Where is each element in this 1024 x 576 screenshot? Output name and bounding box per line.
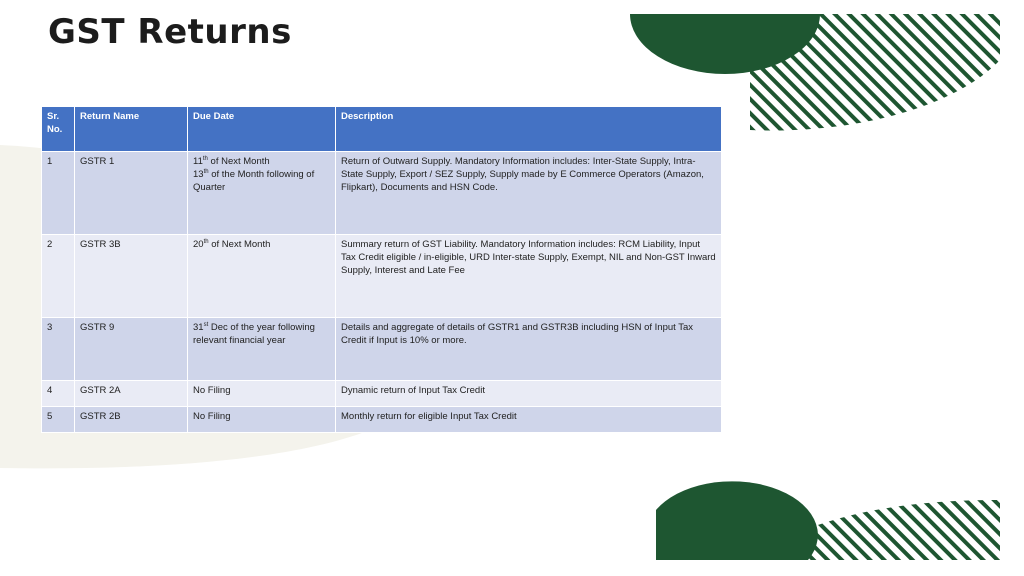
due-line: 11th of Next Month xyxy=(193,155,270,167)
page-title: GST Returns xyxy=(48,12,292,52)
row-description: Details and aggregate of details of GSTR1 and GSTR3B including HSN of Input Tax Credit if Input is 10% or more. xyxy=(336,318,722,381)
row-sr-no: 2 xyxy=(42,235,75,318)
header-due-date: Due Date xyxy=(188,107,336,152)
header-description: Description xyxy=(336,107,722,152)
row-description: Return of Outward Supply. Mandatory Information includes: Inter-State Supply, Intra-State Supply, Export / SEZ Supply, Supply made by E Commerce Operators (Amazon, Flipkart), Documents and HSN Code. xyxy=(336,152,722,235)
table-row xyxy=(42,235,722,318)
row-return-name: GSTR 2B xyxy=(75,407,188,433)
row-sr-no: 1 xyxy=(42,152,75,235)
row-due-date xyxy=(188,152,336,235)
row-due-date: No Filing xyxy=(188,381,336,407)
table-header-row xyxy=(42,107,722,152)
gst-returns-table xyxy=(41,106,722,433)
header-sr-no: Sr. No. xyxy=(42,107,75,152)
table-row xyxy=(42,152,722,235)
row-return-name: GSTR 9 xyxy=(75,318,188,381)
row-return-name: GSTR 2A xyxy=(75,381,188,407)
due-line: 13th of the Month following of Quarter xyxy=(193,168,315,193)
header-return-name: Return Name xyxy=(75,107,188,152)
table-row xyxy=(42,407,722,433)
row-sr-no: 5 xyxy=(42,407,75,433)
bottom-right-decoration xyxy=(640,460,1024,576)
row-due-date xyxy=(188,235,336,318)
table-row xyxy=(42,381,722,407)
row-description: Monthly return for eligible Input Tax Credit xyxy=(336,407,722,433)
due-line: 31st Dec of the year following relevant financial year xyxy=(193,321,315,346)
row-sr-no: 4 xyxy=(42,381,75,407)
table-row xyxy=(42,318,722,381)
row-description: Summary return of GST Liability. Mandatory Information includes: RCM Liability, Input Tax Credit eligible / in-eligible, URD Inter-state Supply, Exempt, NIL and Non-GST Inward Supply, Interest and Late Fee xyxy=(336,235,722,318)
row-due-date xyxy=(188,318,336,381)
due-line: 20th of Next Month xyxy=(193,238,271,250)
row-return-name: GSTR 3B xyxy=(75,235,188,318)
row-due-date: No Filing xyxy=(188,407,336,433)
row-return-name: GSTR 1 xyxy=(75,152,188,235)
row-sr-no: 3 xyxy=(42,318,75,381)
row-description: Dynamic return of Input Tax Credit xyxy=(336,381,722,407)
